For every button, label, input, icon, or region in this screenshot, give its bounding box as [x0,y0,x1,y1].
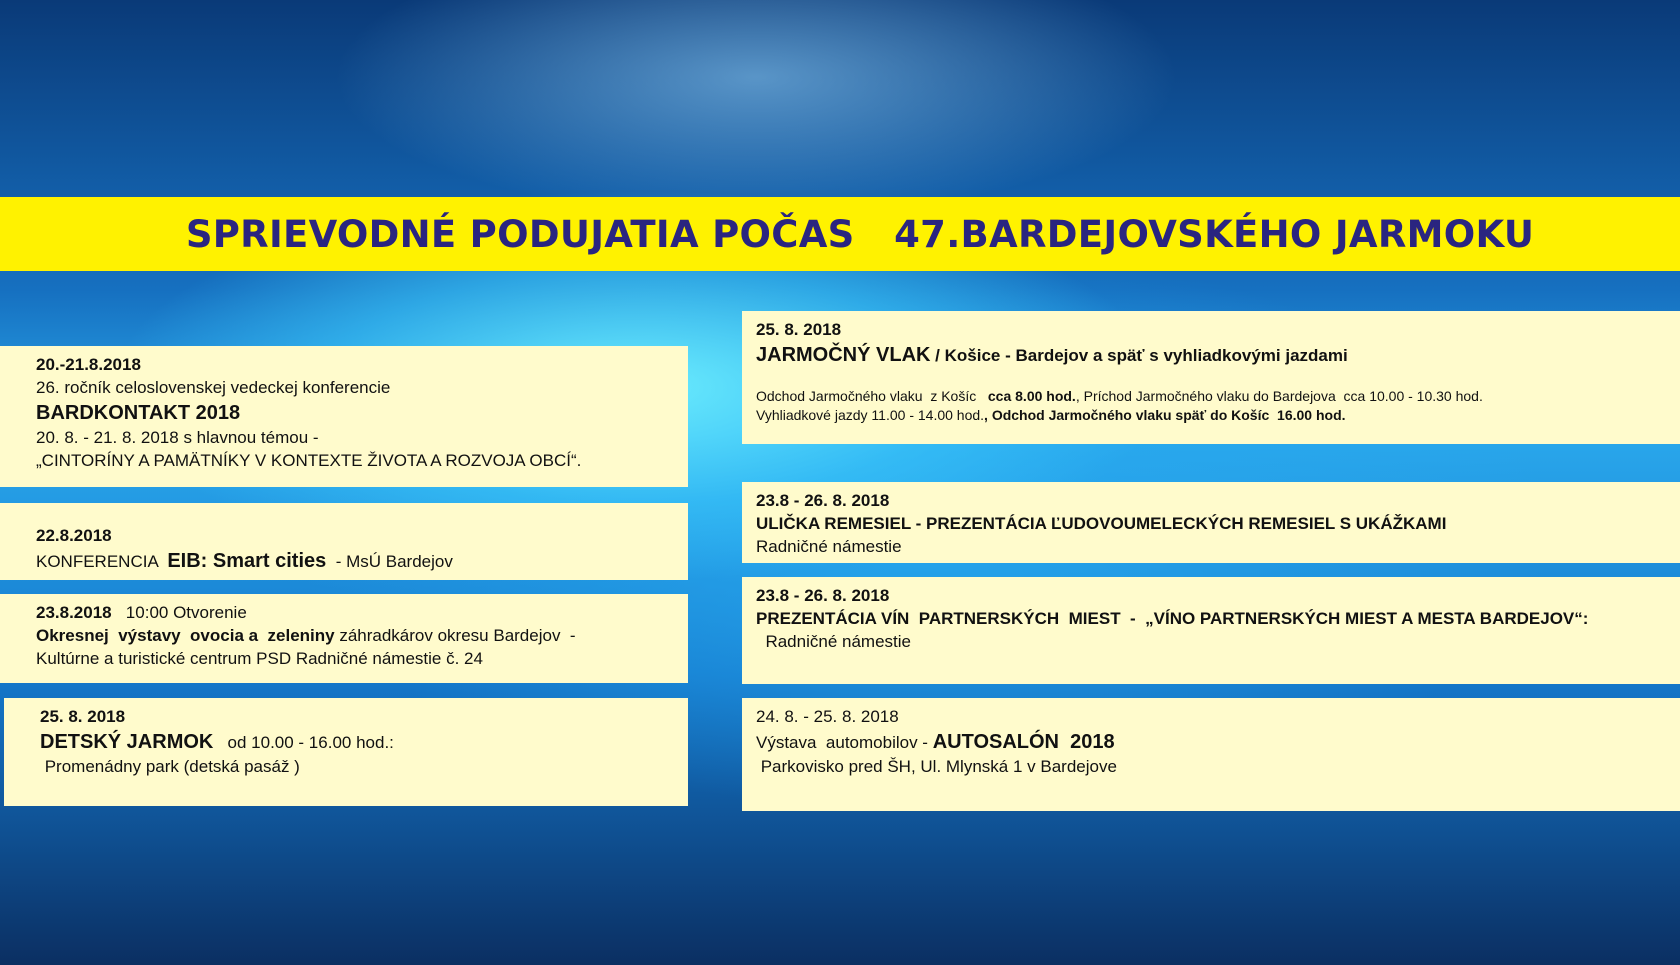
event-date: 23.8.2018 [36,603,112,622]
event-prefix: KONFERENCIA [36,551,168,571]
event-card-bardkontakt [0,346,688,487]
event-date: 25. 8. 2018 [756,320,842,339]
event-title: BARDKONTAKT 2018 [36,401,241,424]
event-subtitle: 26. ročník celoslovenskej vedeckej konferencie [36,377,391,397]
event-card-ulicka-remesiel [742,482,1680,563]
event-time: 10:00 Otvorenie [111,603,247,622]
event-theme: „CINTORÍNY A PAMÄTNÍKY V KONTEXTE ŽIVOTA A ROZVOJA OBCÍ“. [36,450,582,470]
event-card-autosalon [742,698,1680,811]
event-detail: záhradkárov okresu Bardejov - [334,625,576,645]
event-date: 25. 8. 2018 [40,707,126,726]
event-date: 23.8 - 26. 8. 2018 [756,586,890,605]
schedule-text: Vyhliadkové jazdy 11.00 - 14.00 hod. [756,406,985,423]
event-line [756,729,1668,756]
event-place: Radničné námestie [756,631,911,651]
event-place: Kultúrne a turistické centrum PSD Radničné námestie č. 24 [36,648,483,668]
event-place: Promenádny park (detská pasáž ) [40,756,300,776]
event-line [36,625,676,648]
event-card-vystava [0,594,688,683]
event-place: Radničné námestie [756,536,902,556]
event-detail: 20. 8. - 21. 8. 2018 s hlavnou témou - [36,427,319,447]
schedule-text: Odchod Jarmočného vlaku z Košíc [756,387,988,404]
event-title: AUTOSALÓN 2018 [932,730,1115,753]
event-subtitle: / Košice - Bardejov a späť s vyhliadkovými jazdami [930,345,1348,365]
event-line [36,548,676,575]
event-title: Okresnej výstavy ovocia a zeleniny [36,625,335,645]
event-date-line [36,602,676,625]
banner-title: SPRIEVODNÉ PODUJATIA POČAS 47.BARDEJOVSKÉHO JARMOKU [185,212,1535,256]
event-schedule-line-2 [756,406,1668,425]
event-date: 20.-21.8.2018 [36,355,141,374]
event-card-prezentacia-vin [742,577,1680,684]
schedule-return: , Odchod Jarmočného vlaku späť do Košíc 16.00 hod. [984,406,1346,423]
title-banner [0,197,1680,271]
event-time: od 10.00 - 16.00 hod.: [213,732,394,752]
event-schedule-line-1 [756,387,1668,406]
event-title: PREZENTÁCIA VÍN PARTNERSKÝCH MIEST - „VÍNO PARTNERSKÝCH MIEST A MESTA BARDEJOV“: [756,608,1589,628]
event-date: 22.8.2018 [36,526,112,545]
spacer [756,369,1668,387]
schedule-time: cca 8.00 hod. [987,387,1076,404]
event-line [40,729,676,756]
schedule-text: , Príchod Jarmočného vlaku do Bardejova cca 10.00 - 10.30 hod. [1075,387,1483,404]
event-card-eib [0,503,688,580]
event-card-detsky-jarmok [4,698,688,806]
event-card-jarmocny-vlak [742,311,1680,444]
event-title: EIB: Smart cities [167,549,327,572]
event-title: JARMOČNÝ VLAK [756,343,931,366]
event-prefix: Výstava automobilov - [756,732,933,752]
event-date: 23.8 - 26. 8. 2018 [756,491,890,510]
event-title: DETSKÝ JARMOK [40,730,214,753]
event-place: - MsÚ Bardejov [326,551,453,571]
event-date: 24. 8. - 25. 8. 2018 [756,707,899,726]
event-line [756,342,1668,369]
event-place: Parkovisko pred ŠH, Ul. Mlynská 1 v Bardejove [756,756,1117,776]
event-title: ULIČKA REMESIEL - PREZENTÁCIA ĽUDOVOUMELECKÝCH REMESIEL S UKÁŽKAMI [756,513,1447,533]
